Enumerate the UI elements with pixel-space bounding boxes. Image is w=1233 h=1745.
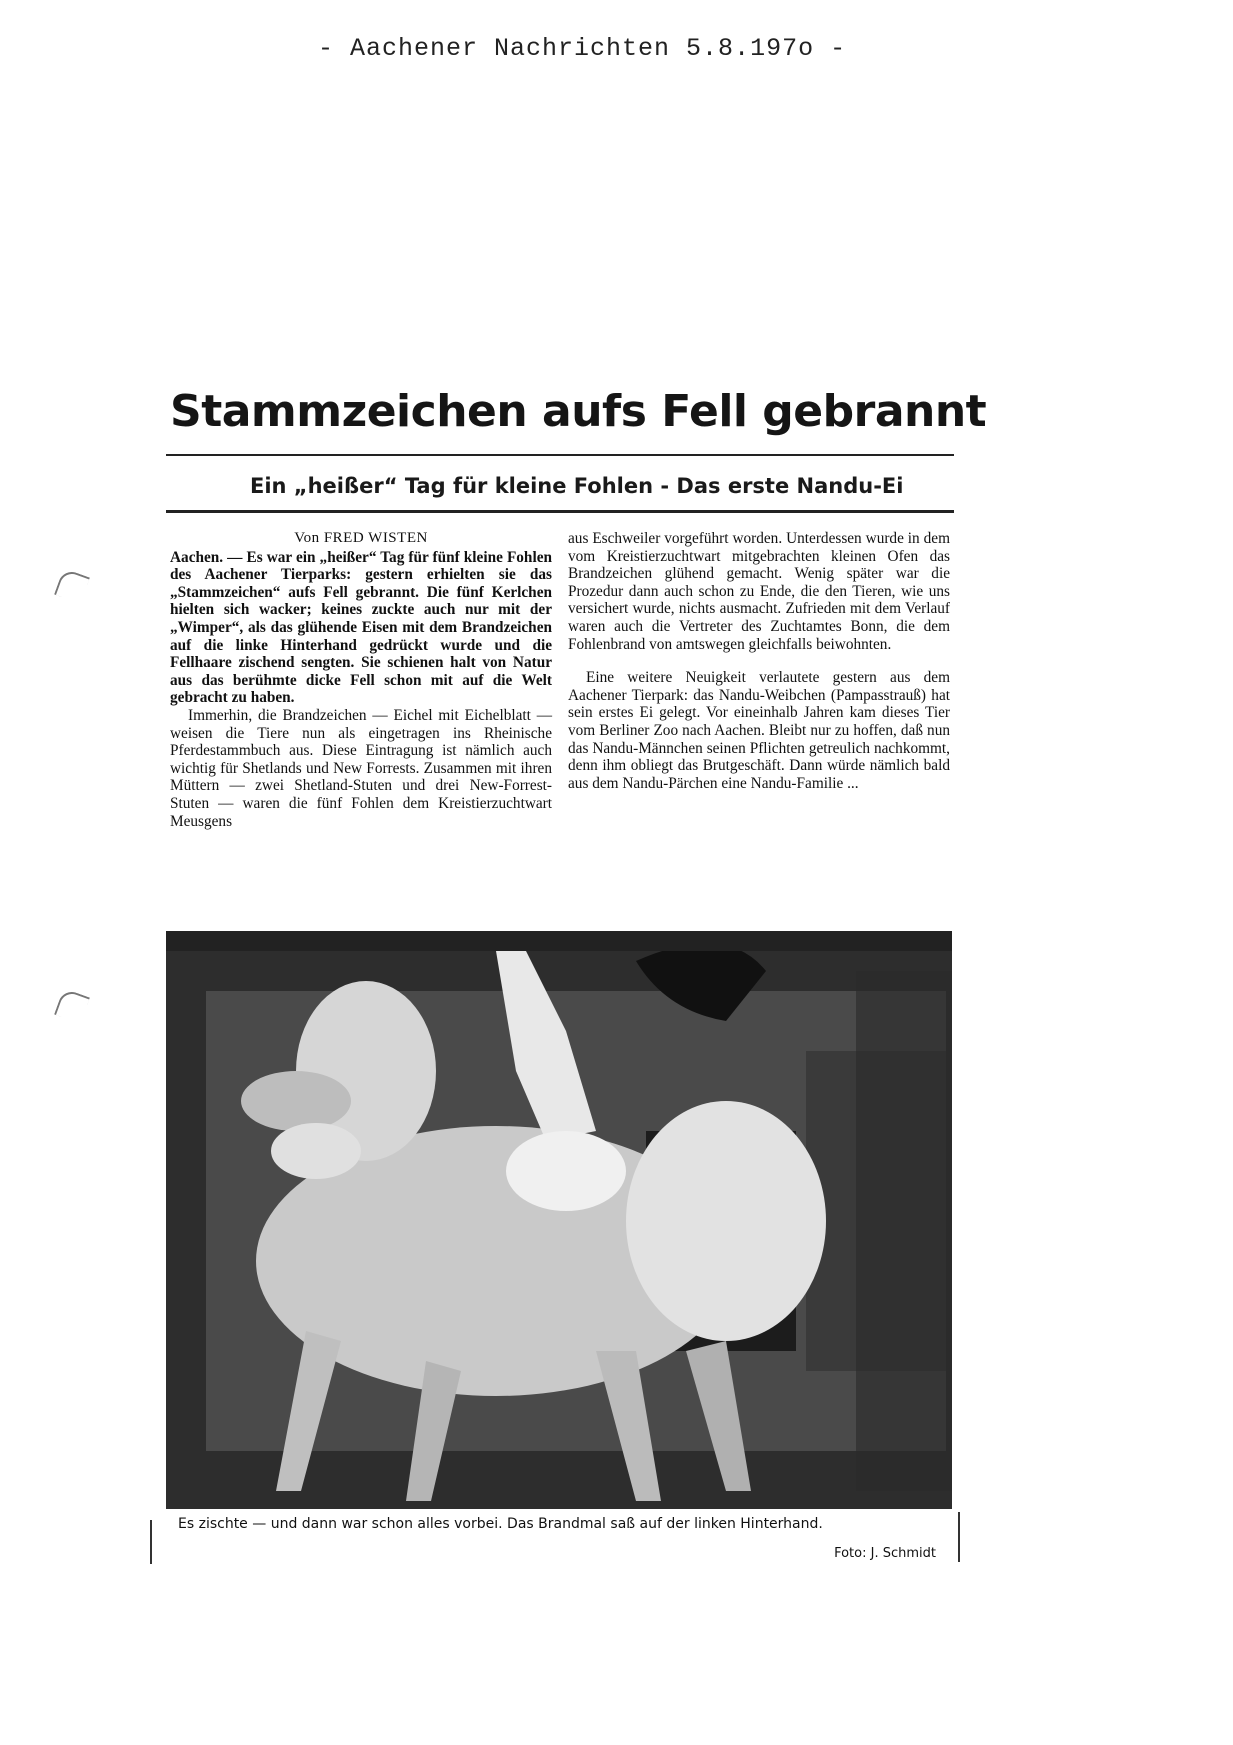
- newspaper-clipping: [160, 376, 987, 1561]
- typed-source-line: - Aachener Nachrichten 5.8.197o -: [318, 34, 847, 63]
- article-column-right: [568, 530, 950, 792]
- byline: Von FRED WISTEN: [294, 530, 428, 546]
- article-paragraph: Immerhin, die Brandzeichen — Eichel mit Eichelblatt — weisen die Tiere nun als eingetragen ins Rheinische Pferdestammbuch aus. Diese Eintragung ist nämlich auch wichtig für Shetlands und New Forrests. Zusammen mit ihren Müttern — zwei Shetland-Stuten und drei New-Forrest-Stuten — waren die fünf Fohlen dem Kreistierzuchtwart Meusgens: [170, 706, 552, 830]
- photo-caption: Es zischte — und dann war schon alles vorbei. Das Brandmal saß auf der linken Hinterhand.: [178, 1516, 823, 1532]
- punch-hole-top: [54, 568, 90, 604]
- punch-hole-bottom: [54, 988, 90, 1024]
- headline-rule: [166, 454, 954, 456]
- photo-credit: Foto: J. Schmidt: [834, 1546, 936, 1561]
- article-paragraph: aus Eschweiler vorgeführt worden. Unterdessen wurde in dem vom Kreistierzuchtwart mitgebrachten kleinen Ofen das Brandzeichen glühend gemacht. Wenig später war die Prozedur dann auch schon zu Ende, die den Tieren, wie uns versichert wurde, nichts ausmacht. Zufrieden mit dem Verlauf waren auch die Vertreter des Zuchtamtes Bonn, die dem Fohlenbrand von amtswegen gleichfalls beiwohnten.: [568, 530, 950, 653]
- article-column-left: [170, 530, 552, 830]
- subheadline: Ein „heißer“ Tag für kleine Fohlen - Das erste Nandu-Ei: [250, 474, 904, 498]
- article-paragraph: Eine weitere Neuigkeit verlautete gestern aus dem Aachener Tierpark: das Nandu-Weibchen (Pampasstrauß) hat sein erstes Ei gelegt. Vor eineinhalb Jahren kam dieses Tier vom Berliner Zoo nach Aachen. Bleibt nur zu hoffen, daß nun das Nandu-Männchen seinen Pflichten getreulich nachkommt, denn ihm obliegt das Brutgeschäft. Dann würde nämlich bald aus dem Nandu-Pärchen eine Nandu-Familie ...: [568, 669, 950, 792]
- headline: Stammzeichen aufs Fell gebrannt: [170, 386, 987, 437]
- article-paragraph: Aachen. — Es war ein „heißer“ Tag für fünf kleine Fohlen des Aachener Tierparks: gestern erhielten sie das „Stammzeichen“ aufs Fell gebrannt. Die fünf Kerlchen hielten sich wacker; keines zuckte auch nur mit der „Wimper“, als das glühende Eisen mit dem Brandzeichen auf die linke Hinterhand gedrückt wurde und die Fellhaare zischend sengten. Sie schienen halt von Natur aus das berühmte dicke Fell schon mit auf die Welt gebracht zu haben.: [170, 548, 552, 707]
- margin-line-left: [150, 1520, 152, 1564]
- margin-line-right: [958, 1512, 960, 1562]
- subheadline-rule: [166, 510, 954, 513]
- news-photo-foal-branding: [166, 931, 952, 1509]
- photo-illustration: [166, 931, 952, 1509]
